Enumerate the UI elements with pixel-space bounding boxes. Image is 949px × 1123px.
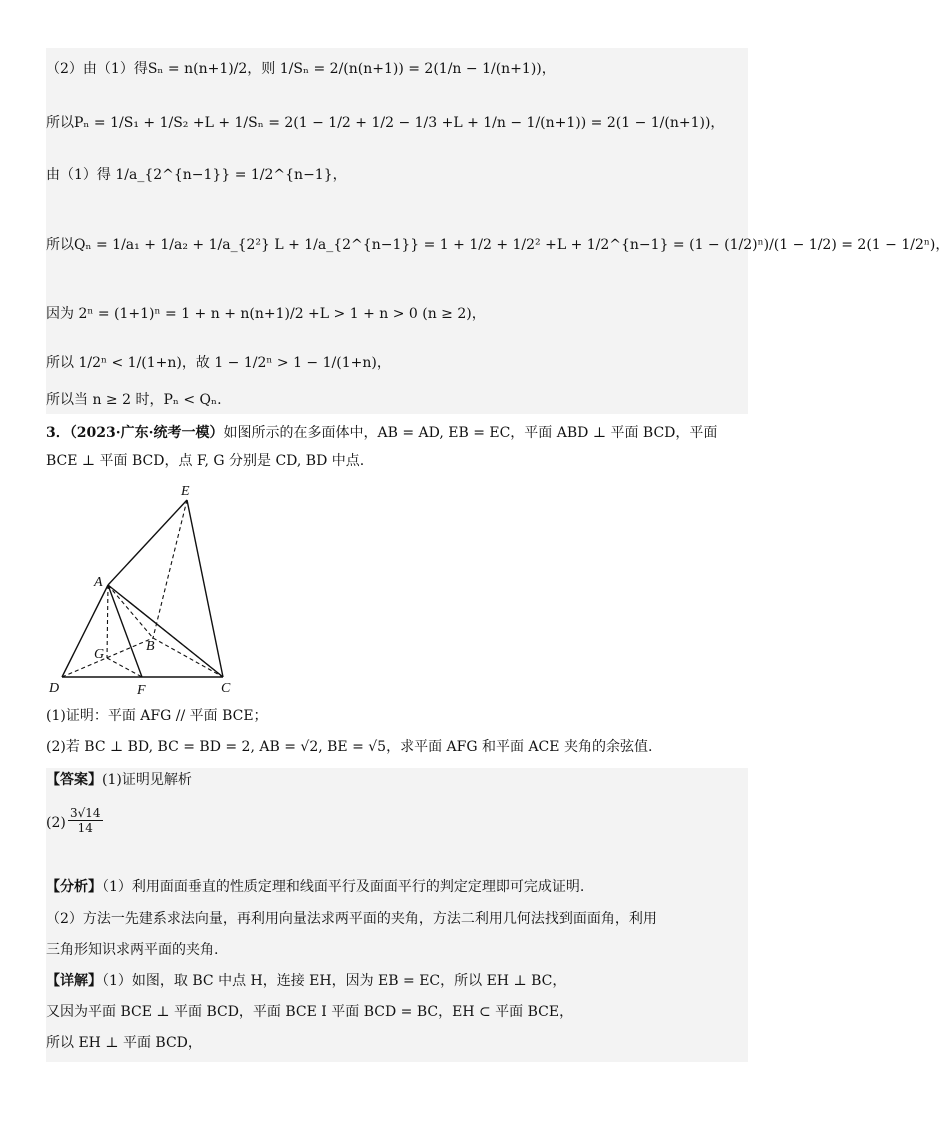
edge-AE: [108, 500, 187, 585]
problem-stem-text: 如图所示的在多面体中，AB = AD, EB = EC，平面 ABD ⊥ 平面 BCD，平面: [223, 425, 718, 441]
detail-line-2: 又因为平面 BCE ⊥ 平面 BCD，平面 BCE I 平面 BCD = BC，EH ⊂ 平面 BCE，: [46, 1004, 574, 1020]
answer-1: (1)证明见解析: [102, 772, 192, 788]
label-G: G: [94, 647, 105, 662]
label-B: B: [146, 639, 155, 654]
edge-EC: [187, 500, 223, 677]
answer-2-numerator: 3√14: [70, 806, 101, 820]
detail-tag: 【详解】: [46, 973, 102, 989]
edge-EB: [153, 500, 187, 638]
answer-2-denominator: 14: [77, 821, 93, 835]
label-A: A: [94, 575, 103, 590]
solution-line-5: 因为 2ⁿ = (1+1)ⁿ = 1 + n + n(n+1)/2 +L > 1 + n > 0 (n ≥ 2)，: [46, 306, 486, 322]
analysis-line-2: （2）方法一先建系求法向量，再利用向量法求两平面的夹角，方法二利用几何法找到面面角，利用: [46, 911, 657, 927]
problem-number: 3．: [46, 425, 70, 441]
answer-line-2: [46, 806, 748, 842]
label-D: D: [49, 681, 60, 696]
answer-line-1: [46, 771, 748, 789]
label-F: F: [137, 683, 146, 698]
problem-source: （2023·广东·统考一模）: [69, 425, 224, 441]
problem-3-stem-line-2: BCE ⊥ 平面 BCD，点 F, G 分别是 CD, BD 中点.: [46, 453, 365, 469]
analysis-tag: 【分析】: [46, 879, 102, 895]
question-2: (2)若 BC ⊥ BD, BC = BD = 2, AB = √2, BE = √5，求平面 AFG 和平面 ACE 夹角的余弦值.: [46, 739, 653, 755]
edge-BC: [153, 638, 223, 677]
solution-line-3: 由（1）得 1/a_{2^{n−1}} = 1/2^{n−1}，: [46, 167, 347, 183]
polyhedron-figure: [40, 478, 250, 700]
solution-line-4: 所以Qₙ = 1/a₁ + 1/a₂ + 1/a_{2²} L + 1/a_{2^{n−1}} = 1 + 1/2 + 1/2² +L + 1/2^{n−1} = (1 − (1/2)ⁿ)/(1 − 1/2) = 2(1 − 1/2ⁿ)，: [46, 237, 949, 253]
analysis-line-1: [46, 878, 748, 896]
label-E: E: [181, 484, 190, 499]
detail-text-1: （1）如图，取 BC 中点 H，连接 EH，因为 EB = EC，所以 EH ⊥ BC，: [102, 973, 567, 989]
label-C: C: [221, 681, 231, 696]
detail-line-3: 所以 EH ⊥ 平面 BCD，: [46, 1035, 202, 1051]
edge-AG: [107, 585, 108, 658]
solution-line-6: 所以 1/2ⁿ < 1/(1+n)，故 1 − 1/2ⁿ > 1 − 1/(1+n)，: [46, 355, 391, 371]
answer-tag: 【答案】: [46, 772, 102, 788]
answer-2-prefix: (2): [46, 815, 66, 831]
solution-line-2: 所以Pₙ = 1/S₁ + 1/S₂ +L + 1/Sₙ = 2(1 − 1/2 + 1/2 − 1/3 +L + 1/n − 1/(n+1)) = 2(1 − 1/(n+1))，: [46, 115, 725, 131]
solution-line-1: （2）由（1）得Sₙ = n(n+1)/2，则 1/Sₙ = 2/(n(n+1)) = 2(1/n − 1/(n+1))，: [46, 61, 556, 77]
solution-line-7: 所以当 n ≥ 2 时，Pₙ < Qₙ.: [46, 392, 222, 408]
analysis-text-1: （1）利用面面垂直的性质定理和线面平行及面面平行的判定定理即可完成证明.: [102, 879, 585, 895]
answer-2-fraction: [68, 806, 103, 835]
edge-AB: [108, 585, 153, 638]
question-1: (1)证明：平面 AFG // 平面 BCE；: [46, 708, 268, 724]
edge-AD: [62, 585, 108, 677]
detail-line-1: [46, 972, 748, 990]
analysis-line-3: 三角形知识求两平面的夹角.: [46, 942, 219, 958]
problem-3-stem-line-1: [46, 424, 748, 442]
